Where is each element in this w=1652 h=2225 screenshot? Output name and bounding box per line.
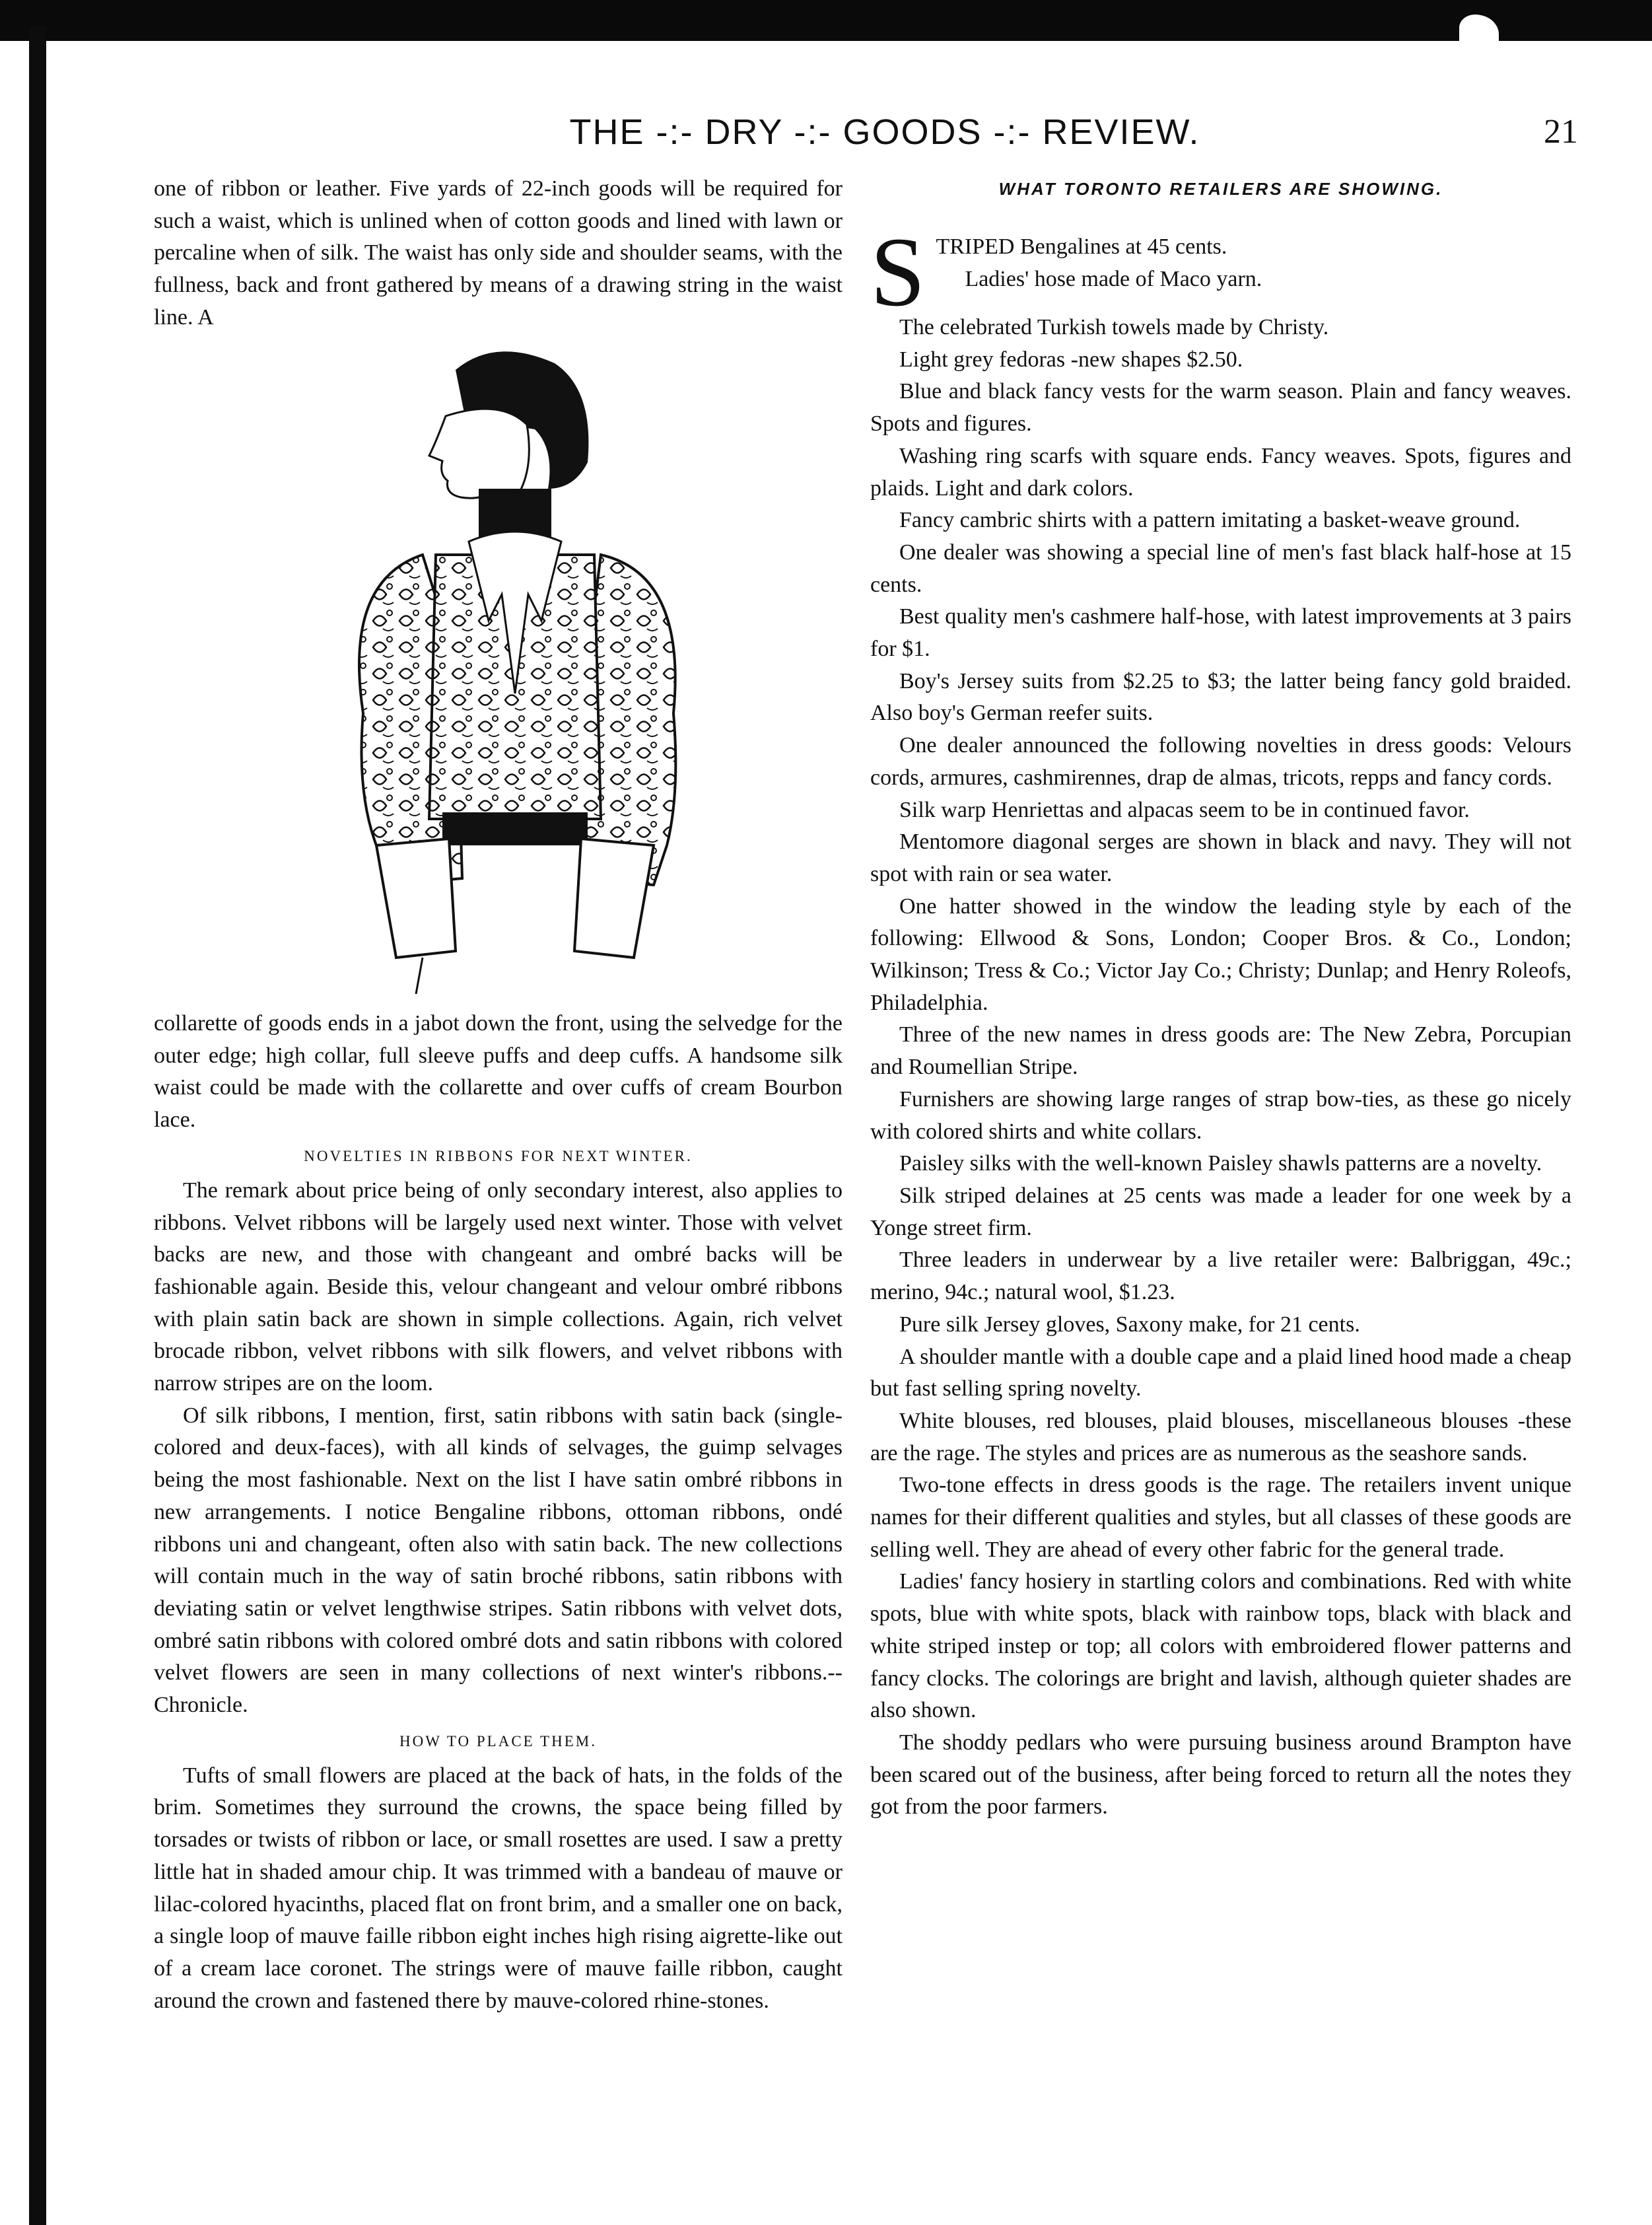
list-item: Fancy cambric shirts with a pattern imitating a basket-weave ground.: [899, 508, 1521, 533]
top-border-bar: [0, 0, 1652, 41]
list-item: Ladies' hose made of Maco yarn.: [965, 266, 1262, 291]
list-item: The celebrated Turkish towels made by Christy.: [899, 315, 1329, 339]
section-heading: HOW TO PLACE THEM.: [399, 1732, 597, 1749]
page-number: 21: [1544, 113, 1578, 151]
section-heading: NOVELTIES IN RIBBONS FOR NEXT WINTER.: [304, 1147, 693, 1164]
list-item: A shoulder mantle with a double cape and a plaid lined hood made a cheap but fast selling spring novelty.: [870, 1344, 1571, 1401]
list-item: The shoddy pedlars who were pursuing business around Brampton have been scared out of the business, after being forced to return all the notes they got from the poor farmers.: [870, 1730, 1571, 1819]
list-item: Ladies' fancy hosiery in startling colors and combinations. Red with white spots, blue with white spots, black with rainbow tops, black with black and white striped instep or top; all colors with embroidered flower patterns and fancy clocks. The colorings are bright and lavish, although quieter shades are also shown.: [870, 1569, 1571, 1723]
list-item: Three leaders in underwear by a live retailer were: Balbriggan, 49c.; merino, 94c.; natural wool, $1.23.: [870, 1248, 1571, 1305]
list-item: White blouses, red blouses, plaid blouses, miscellaneous blouses -these are the rage. The styles and prices are as numerous as the seashore sands.: [870, 1408, 1571, 1466]
list-item: Silk striped delaines at 25 cents was made a leader for one week by a Yonge street firm.: [870, 1183, 1571, 1240]
list-item: Mentomore diagonal serges are shown in black and navy. They will not spot with rain or sea water.: [870, 830, 1571, 886]
column-heading: WHAT TORONTO RETAILERS ARE SHOWING.: [998, 179, 1443, 199]
list-item: Furnishers are showing large ranges of strap bow-ties, as these go nicely with colored shirts and white collars.: [870, 1086, 1571, 1144]
paragraph: collarette of goods ends in a jabot down the front, using the selvedge for the outer edge; high collar, full sleeve puffs and deep cuffs. A handsome silk waist could be made with the collarette and over cuffs of cream Bourbon lace.: [154, 1011, 843, 1133]
drop-cap: S: [870, 217, 926, 327]
list-item: Best quality men's cashmere half-hose, with latest improvements at 3 pairs for $1.: [870, 604, 1571, 662]
paragraph: one of ribbon or leather. Five yards of 22-inch goods will be required for such a waist, which is unlined when of cotton goods and lined with lawn or percaline when of silk. The waist has only side and shoulder seams, with the fullness, back and front gathered by means of a drawing string in the waist line. A: [154, 176, 843, 330]
list-item: Three of the new names in dress goods are: The New Zebra, Porcupian and Roumellian Stripe.: [870, 1022, 1571, 1080]
list-item: Pure silk Jersey gloves, Saxony make, for 21 cents.: [899, 1312, 1360, 1337]
page-header-title: THE -:- DRY -:- GOODS -:- REVIEW.: [569, 112, 1200, 152]
left-column-bottom: [154, 1008, 843, 2017]
right-column: [870, 173, 1571, 1823]
list-item: Washing ring scarfs with square ends. Fancy weaves. Spots, figures and plaids. Light and dark colors.: [870, 443, 1571, 501]
left-column-top: [154, 173, 843, 334]
first-line: TRIPED Bengalines at 45 cents.: [936, 234, 1227, 259]
woman-in-silk-waist-illustration: [291, 343, 726, 997]
list-item: One dealer was showing a special line of men's fast black half-hose at 15 cents.: [870, 540, 1571, 597]
list-item: Boy's Jersey suits from $2.25 to $3; the latter being fancy gold braided. Also boy's German reefer suits.: [870, 668, 1571, 726]
paragraph: Tufts of small flowers are placed at the back of hats, in the folds of the brim. Sometimes they surround the crowns, the space being filled by torsades or twists of ribbon or lace, or small rosettes are used. I saw a pretty little hat in shaded amour chip. It was trimmed with a bandeau of mauve or lilac-colored hyacinths, placed flat on front brim, and a smaller one on back, a single loop of mauve faille ribbon eight inches high rising aigrette-like out of a cream lace coronet. The strings were of mauve faille ribbon, caught around the crown and fastened there by mauve-colored rhine-stones.: [154, 1763, 843, 2013]
paragraph: Of silk ribbons, I mention, first, satin ribbons with satin back (single-colored and deux-faces), with all kinds of selvages, the guimp selvages being the most fashionable. Next on the list I have satin ombré ribbons in new arrangements. I notice Bengaline ribbons, ottoman ribbons, ondé ribbons uni and changeant, often also with satin back. The new collections will contain much in the way of satin broché ribbons, satin ribbons with deviating satin or velvet lengthwise stripes. Satin ribbons with velvet dots, ombré satin ribbons with colored ombré dots and satin ribbons with colored velvet flowers are seen in many collections of next winter's ribbons.--Chronicle.: [154, 1403, 843, 1718]
list-item: Silk warp Henriettas and alpacas seem to be in continued favor.: [899, 797, 1470, 822]
list-item: Paisley silks with the well-known Paisley shawls patterns are a novelty.: [899, 1151, 1542, 1176]
list-item: Two-tone effects in dress goods is the rage. The retailers invent unique names for their different qualities and styles, but all classes of these goods are selling well. They are ahead of every other fabric for the general trade.: [870, 1473, 1571, 1562]
list-item: Blue and black fancy vests for the warm season. Plain and fancy weaves. Spots and figures.: [870, 379, 1571, 437]
paragraph: The remark about price being of only secondary interest, also applies to ribbons. Velvet ribbons will be largely used next winter. Those with velvet backs are new, and those with changeant and ombré backs will be fashionable again. Beside this, velour changeant and velour ombré ribbons with plain satin back are shown in simple collections. Again, rich velvet brocade ribbon, velvet ribbons with silk flowers, and velvet ribbons with narrow stripes are on the loom.: [154, 1178, 843, 1396]
list-item: One dealer announced the following novelties in dress goods: Velours cords, armures, cashmirennes, drap de almas, tricots, repps and fancy cords.: [870, 733, 1571, 790]
list-item: One hatter showed in the window the leading style by each of the following: Ellwood & Sons, London; Cooper Bros. & Co., London; Wilkinson; Tress & Co.; Victor Jay Co.; Christy; Dunlap; and Henry Roleofs, Philadelphia.: [870, 894, 1571, 1015]
left-border-rule: [29, 26, 46, 2225]
list-item: Light grey fedoras -new shapes $2.50.: [899, 347, 1243, 372]
